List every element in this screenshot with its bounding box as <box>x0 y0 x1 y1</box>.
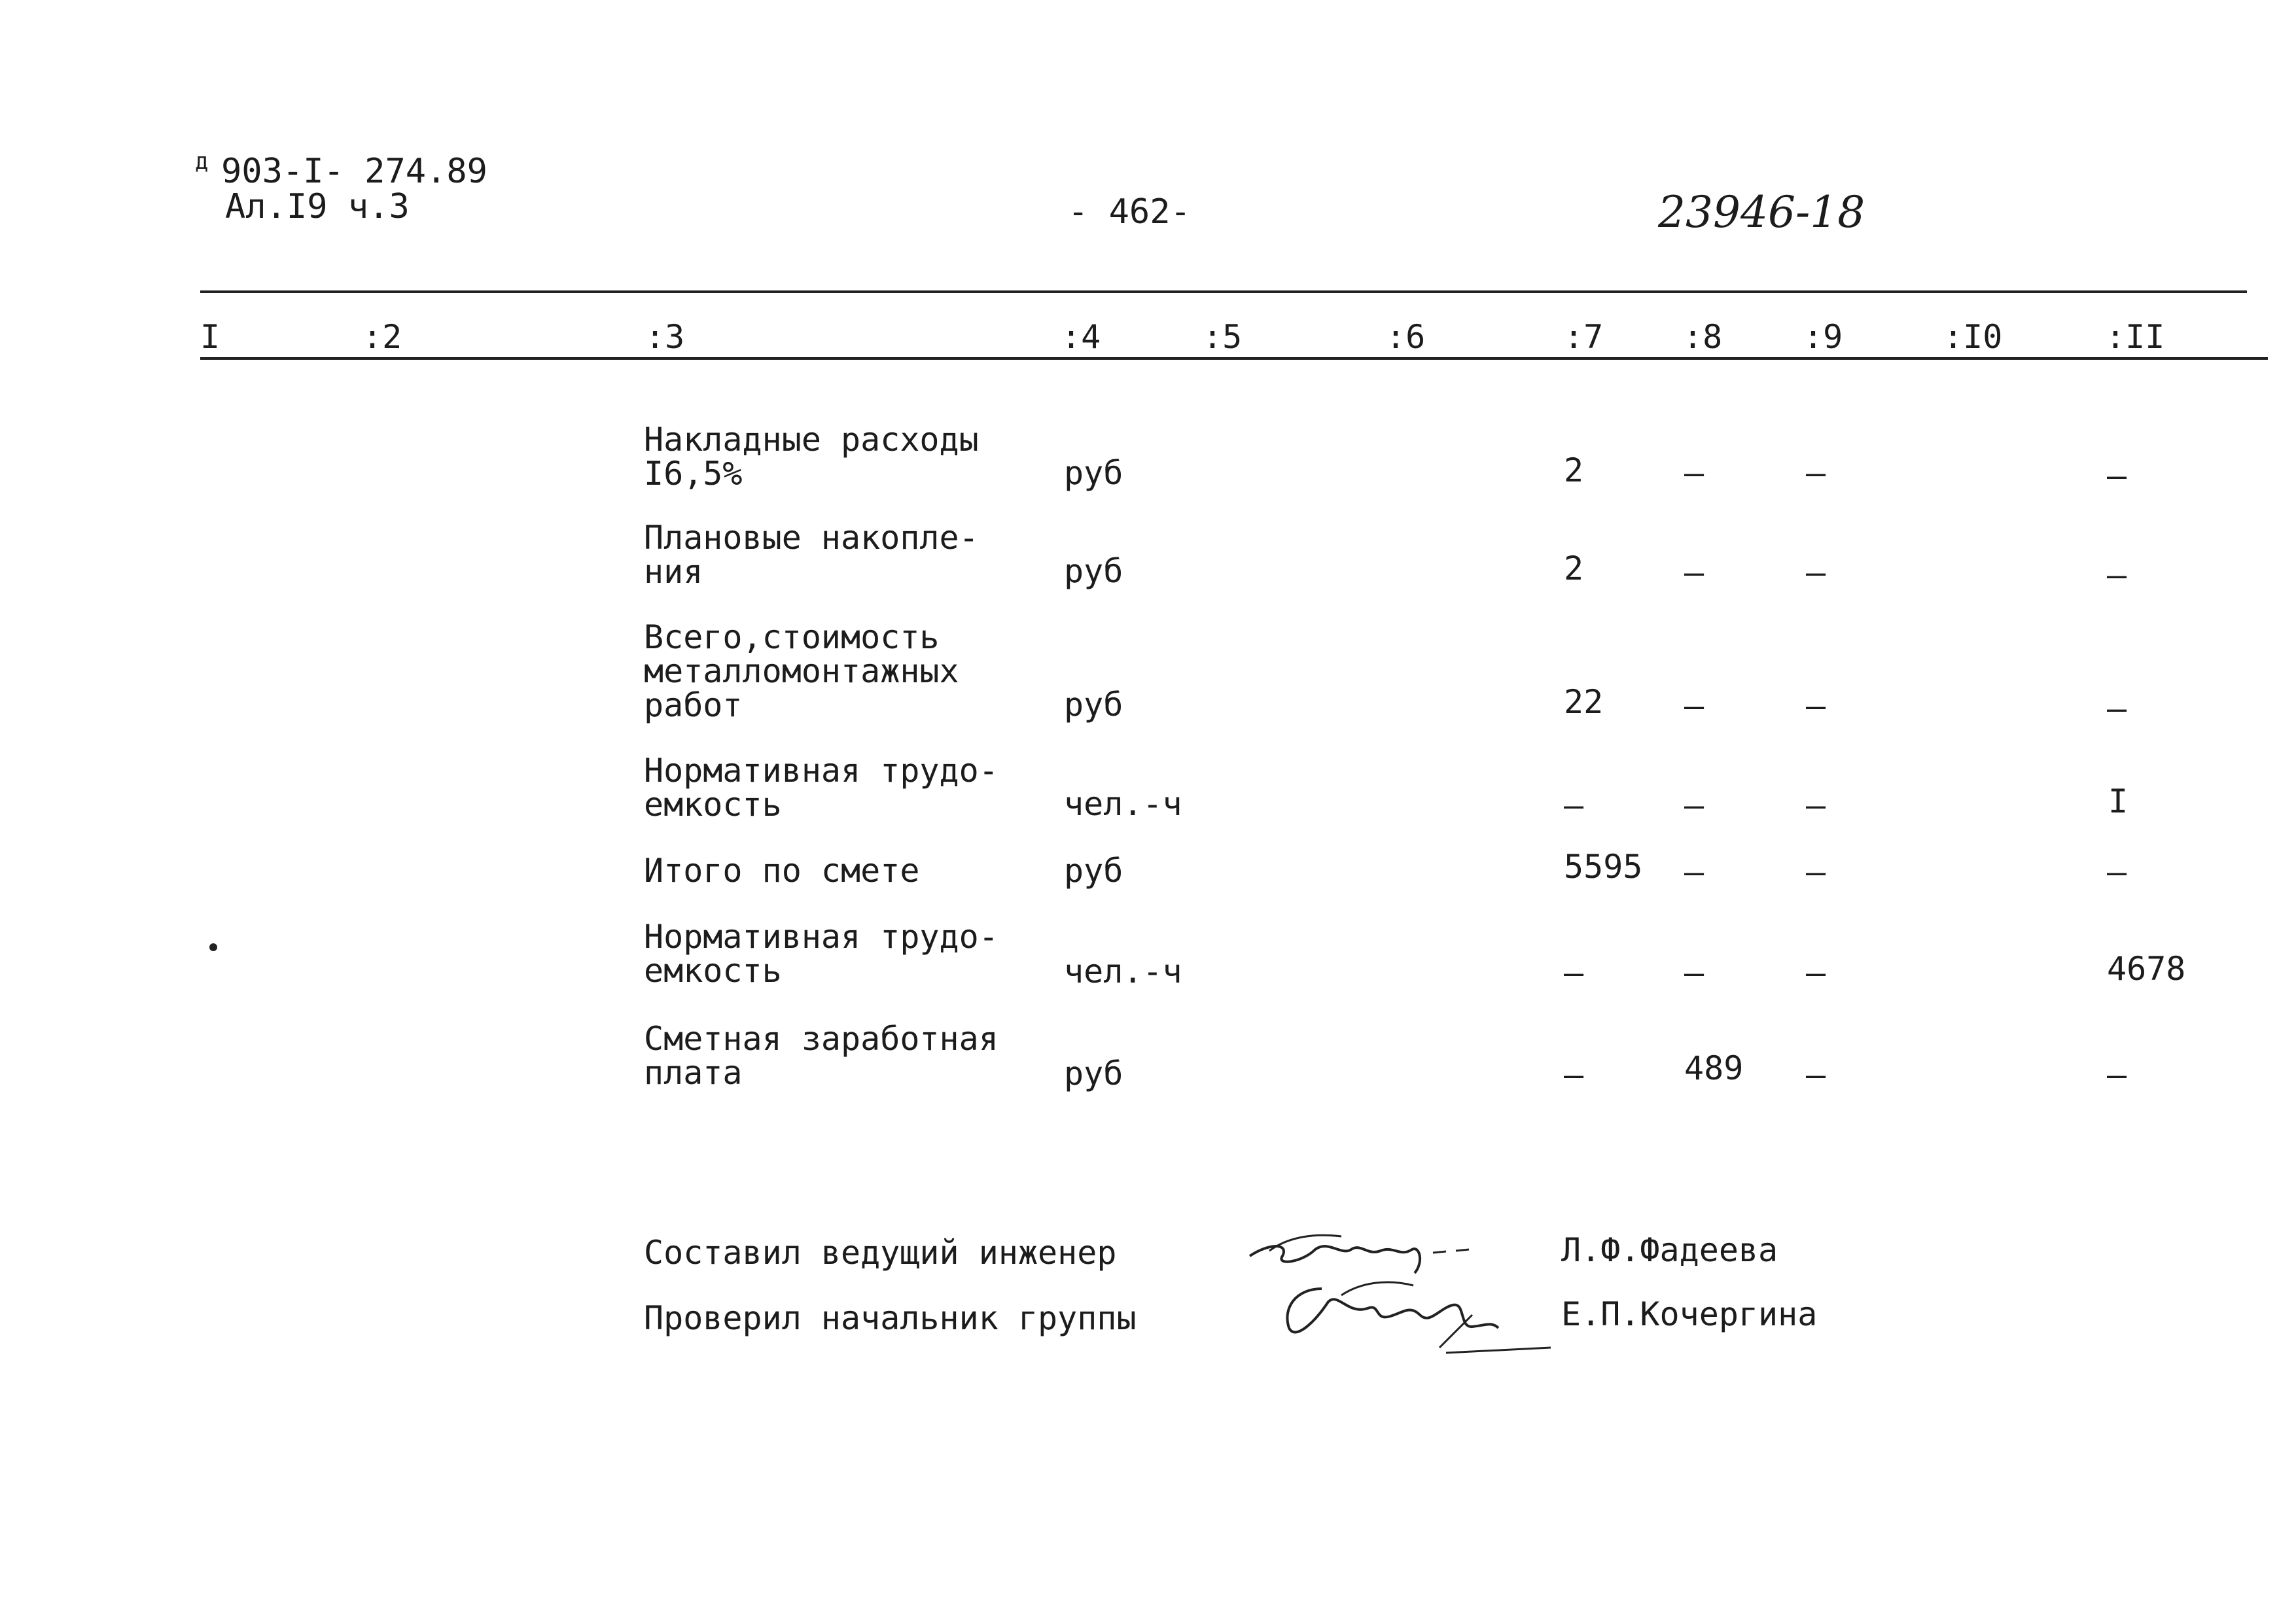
column-header-6: :6 <box>1386 318 1426 356</box>
row-name: Итого по смете <box>644 852 920 890</box>
row-unit: руб <box>1064 552 1123 590</box>
table-header-rule <box>200 357 2268 360</box>
row-col9: – <box>1806 553 1826 591</box>
row-col8: 489 <box>1684 1049 1744 1087</box>
row-col8: – <box>1684 454 1704 492</box>
row-col11: 4678 <box>2107 950 2186 988</box>
row-col11: – <box>2107 457 2127 495</box>
column-header-11: :II <box>2106 318 2165 356</box>
row-col7: – <box>1564 1056 1584 1094</box>
row-col11: – <box>2107 853 2127 891</box>
row-name: Всего,стоимость металломонтажных работ <box>644 618 959 724</box>
row-unit: руб <box>1064 686 1123 724</box>
checker-name: Е.П.Кочергина <box>1561 1295 1818 1333</box>
column-header-2: :2 <box>362 318 402 356</box>
doc-mark: д <box>195 148 209 175</box>
row-col9: – <box>1806 954 1826 992</box>
doc-code: 903-I- 274.89 <box>221 152 487 191</box>
row-col11: – <box>2107 689 2127 727</box>
row-name: Накладные расходы I6,5% <box>644 421 979 493</box>
row-col7: 22 <box>1564 683 1604 721</box>
row-name: Нормативная трудо- емкость <box>644 918 998 990</box>
checker-signature <box>1276 1269 1551 1361</box>
row-name: Нормативная трудо- емкость <box>644 752 998 824</box>
row-name: Плановые накопле- ния <box>644 519 979 591</box>
row-col9: – <box>1806 786 1826 824</box>
row-unit: чел.-ч <box>1064 952 1182 990</box>
stray-mark <box>209 943 217 951</box>
row-col7: 2 <box>1564 550 1584 587</box>
row-col7: – <box>1564 954 1584 992</box>
row-col11: – <box>2107 556 2127 594</box>
page-number: - 462- <box>1068 192 1191 232</box>
row-col7: – <box>1564 786 1584 824</box>
compiler-signature <box>1243 1217 1492 1276</box>
row-col8: – <box>1684 786 1704 824</box>
row-unit: руб <box>1064 1055 1123 1092</box>
compiler-name: Л.Ф.Фадеева <box>1561 1231 1778 1269</box>
row-col7: 5595 <box>1564 848 1643 886</box>
row-unit: руб <box>1064 852 1123 890</box>
row-col9: – <box>1806 853 1826 891</box>
compiler-role: Составил ведущий инженер <box>644 1234 1117 1272</box>
column-header-3: :3 <box>645 318 685 356</box>
row-col11: I <box>2108 782 2128 820</box>
row-unit: чел.-ч <box>1064 785 1182 823</box>
column-header-1: I <box>200 318 221 356</box>
table-top-rule <box>200 290 2247 293</box>
row-col8: – <box>1684 553 1704 591</box>
checker-role: Проверил начальник группы <box>644 1299 1137 1337</box>
column-header-8: :8 <box>1683 318 1723 356</box>
row-col9: – <box>1806 1056 1826 1094</box>
document-number: 23946-18 <box>1658 187 1865 237</box>
row-col8: – <box>1684 853 1704 891</box>
row-col11: – <box>2107 1056 2127 1094</box>
row-col8: – <box>1684 954 1704 992</box>
doc-sheet: Ал.I9 ч.3 <box>225 187 410 226</box>
column-header-7: :7 <box>1564 318 1604 356</box>
row-col9: – <box>1806 454 1826 492</box>
column-header-4: :4 <box>1061 318 1101 356</box>
row-name: Сметная заработная плата <box>644 1020 998 1092</box>
row-col7: 2 <box>1564 451 1584 489</box>
column-header-5: :5 <box>1203 318 1243 356</box>
row-unit: руб <box>1064 454 1123 492</box>
column-header-10: :I0 <box>1943 318 2003 356</box>
row-col8: – <box>1684 687 1704 725</box>
column-header-9: :9 <box>1803 318 1843 356</box>
row-col9: – <box>1806 687 1826 725</box>
